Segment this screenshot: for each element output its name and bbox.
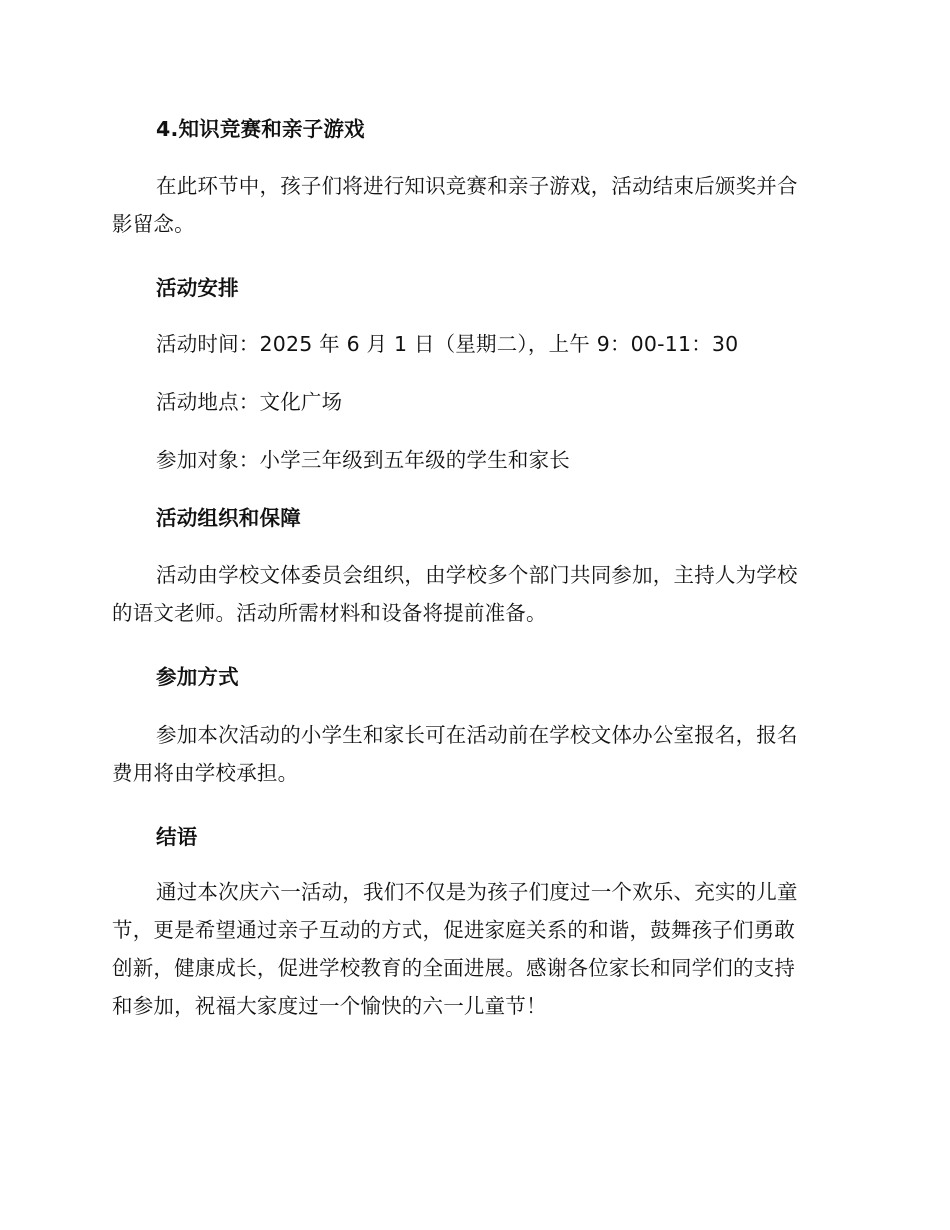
participation-paragraph <box>112 716 832 792</box>
participation-heading: 参加方式 <box>156 665 239 689</box>
paragraph-line: 的语文老师。活动所需材料和设备将提前准备。 <box>112 601 547 625</box>
paragraph-line: 参加本次活动的小学生和家长可在活动前在学校文体办公室报名，报名 <box>156 723 798 747</box>
paragraph-line: 和参加，祝福大家度过一个愉快的六一儿童节！ <box>112 994 547 1018</box>
section-4-heading: 4.知识竞赛和亲子游戏 <box>156 117 365 141</box>
schedule-heading: 活动安排 <box>156 276 239 300</box>
organization-heading: 活动组织和保障 <box>156 506 301 530</box>
paragraph-line: 影留念。 <box>112 212 195 236</box>
paragraph-line: 活动由学校文体委员会组织，由学校多个部门共同参加，主持人为学校 <box>156 563 798 587</box>
paragraph-line: 通过本次庆六一活动，我们不仅是为孩子们度过一个欢乐、充实的儿童 <box>156 880 798 904</box>
paragraph-line: 费用将由学校承担。 <box>112 761 299 785</box>
conclusion-paragraph <box>112 873 832 1025</box>
section-4-paragraph <box>112 167 832 243</box>
schedule-place: 活动地点：文化广场 <box>156 390 343 414</box>
paragraph-line: 创新，健康成长，促进学校教育的全面进展。感谢各位家长和同学们的支持 <box>112 956 796 980</box>
paragraph-line: 在此环节中，孩子们将进行知识竞赛和亲子游戏，活动结束后颁奖并合 <box>156 174 798 198</box>
schedule-participants: 参加对象：小学三年级到五年级的学生和家长 <box>156 448 570 472</box>
conclusion-heading: 结语 <box>156 825 198 849</box>
schedule-time: 活动时间：2025 年 6 月 1 日（星期二），上午 9：00-11：30 <box>156 332 739 356</box>
organization-paragraph <box>112 556 832 632</box>
paragraph-line: 节，更是希望通过亲子互动的方式，促进家庭关系的和谐，鼓舞孩子们勇敢 <box>112 918 796 942</box>
